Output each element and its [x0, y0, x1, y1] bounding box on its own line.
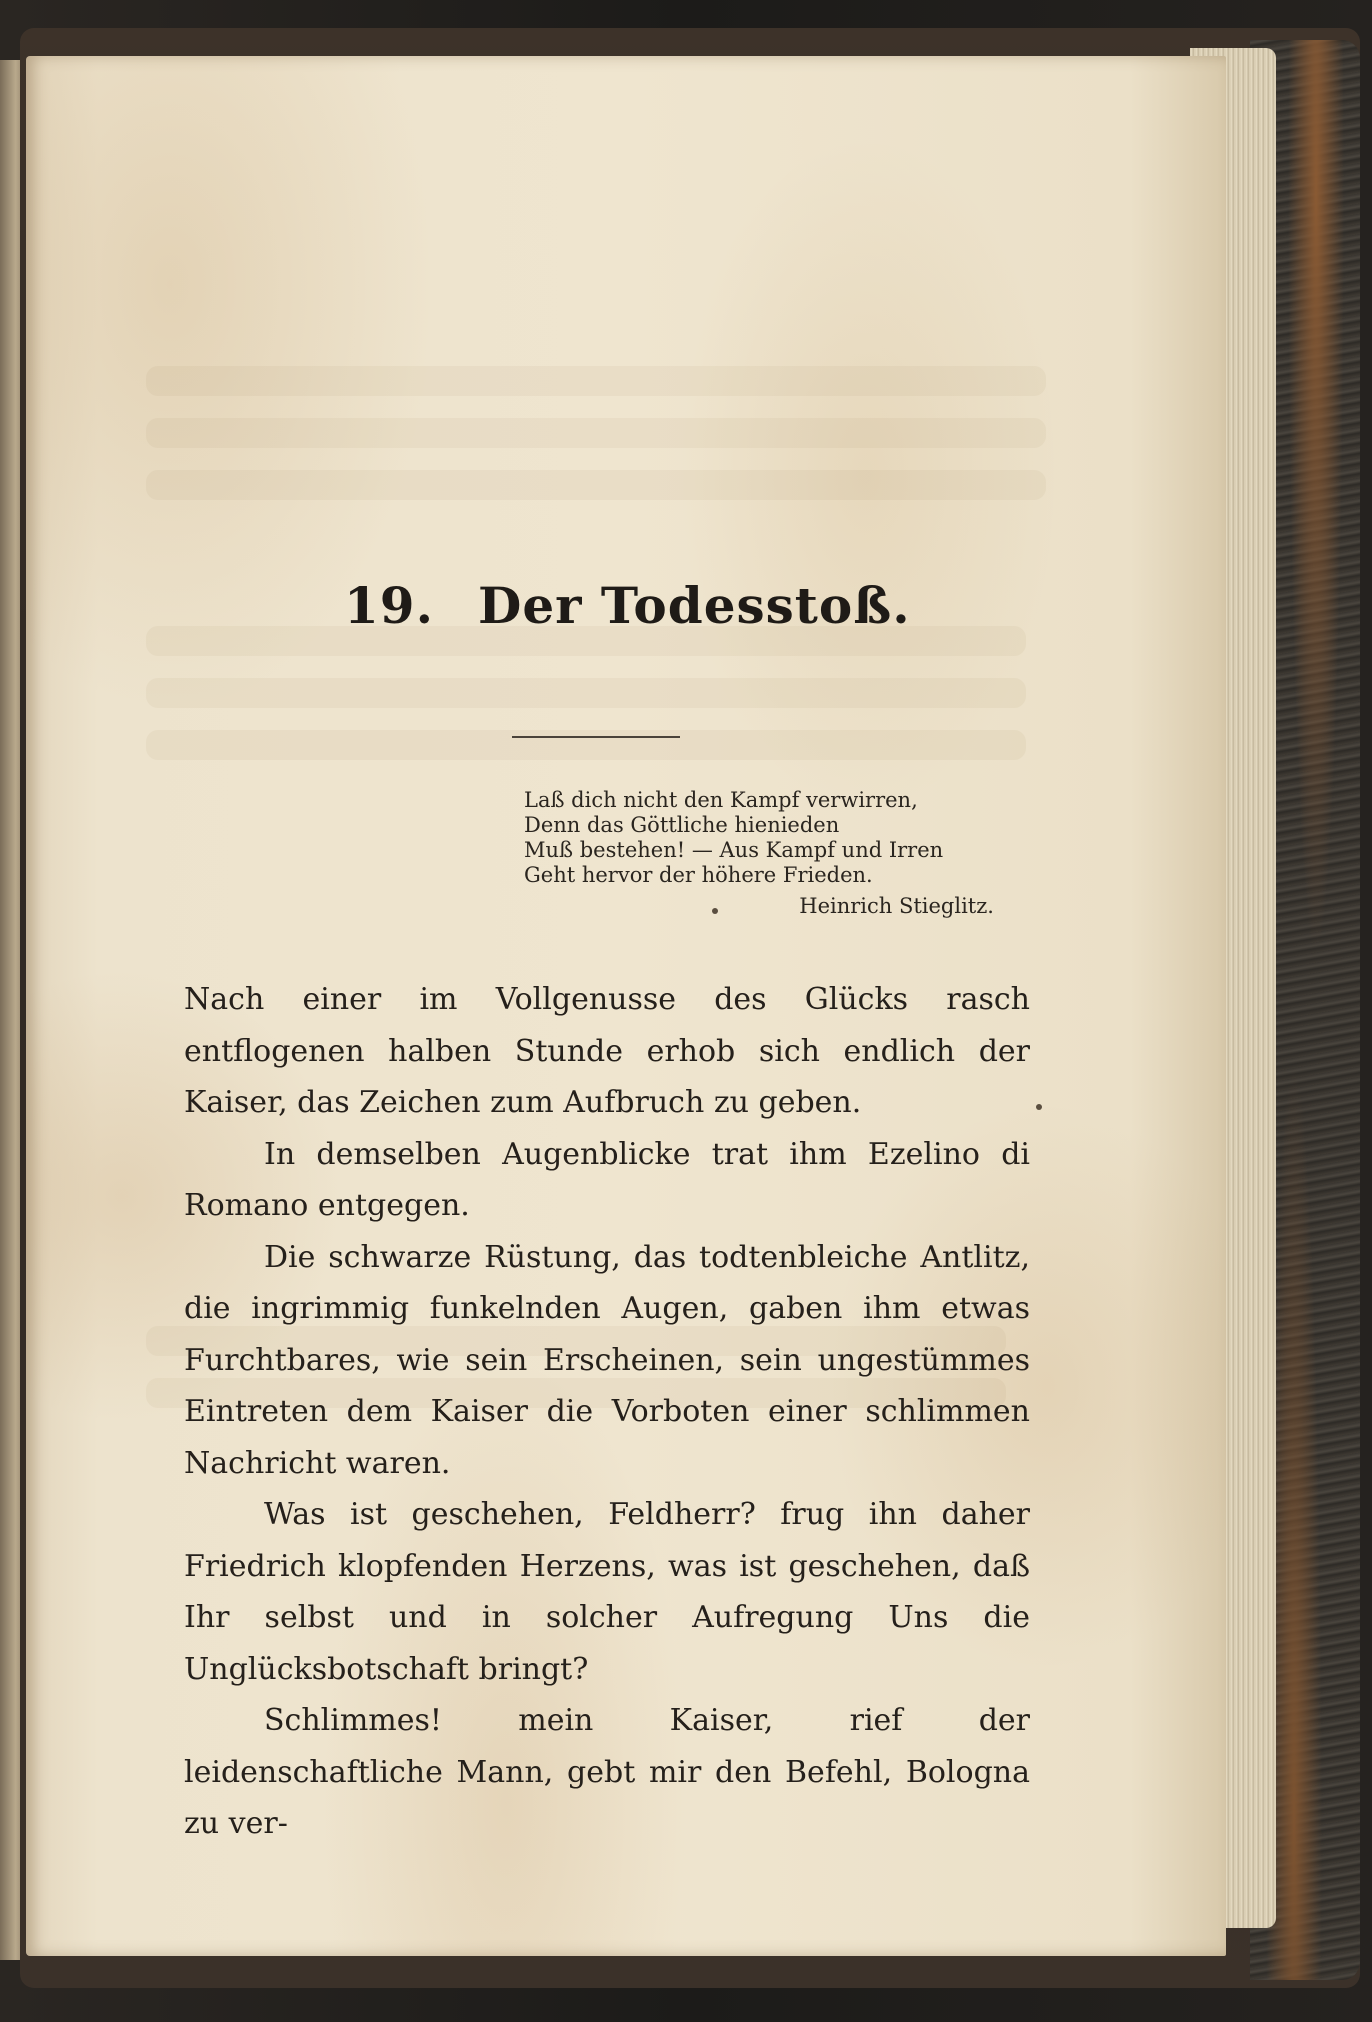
- epigraph-author: Heinrich Stieglitz.: [799, 894, 994, 918]
- paragraph: Was ist geschehen, Feldherr? frug ihn daher Friedrich klopfenden Herzens, was ist geschehen, daß Ihr selbst und in solcher Aufregung Uns die Unglücksbotschaft bringt?: [184, 1497, 1030, 1687]
- ink-speck: [1036, 1104, 1042, 1110]
- paragraph: Schlimmes! mein Kaiser, rief der leidenschaftliche Mann, gebt mir den Befehl, Bologna zu ver-: [184, 1703, 1030, 1841]
- chapter-heading: [344, 576, 911, 635]
- book-page: [26, 56, 1226, 1956]
- epigraph-line: Muß bestehen! — Aus Kampf und Irren: [524, 838, 944, 862]
- paragraph: Die schwarze Rüstung, das todtenbleiche Antlitz, die ingrimmig funkelnden Augen, gaben ihm etwas Furchtbares, wie sein Erscheinen, sein ungestümmes Eintreten dem Kaiser die Vorboten einer schlimmen Nachricht waren.: [184, 1239, 1030, 1481]
- epigraph-line: Geht hervor der höhere Frieden.: [524, 863, 873, 887]
- epigraph-line: Laß dich nicht den Kampf verwirren,: [524, 788, 918, 812]
- paragraph: In demselben Augenblicke trat ihm Ezelino di Romano entgegen.: [184, 1136, 1030, 1223]
- body-text: [184, 974, 1030, 1850]
- epigraph-line: Denn das Göttliche hienieden: [524, 813, 840, 837]
- chapter-number: 19.: [344, 576, 434, 635]
- heading-divider: [512, 736, 680, 738]
- epigraph: [524, 788, 1034, 919]
- ink-speck: [712, 908, 718, 914]
- paragraph: Nach einer im Vollgenusse des Glücks rasch entflogenen halben Stunde erhob sich endlich der Kaiser, das Zeichen zum Aufbruch zu geben.: [184, 982, 1030, 1120]
- chapter-title: Der Todesstoß.: [478, 576, 911, 635]
